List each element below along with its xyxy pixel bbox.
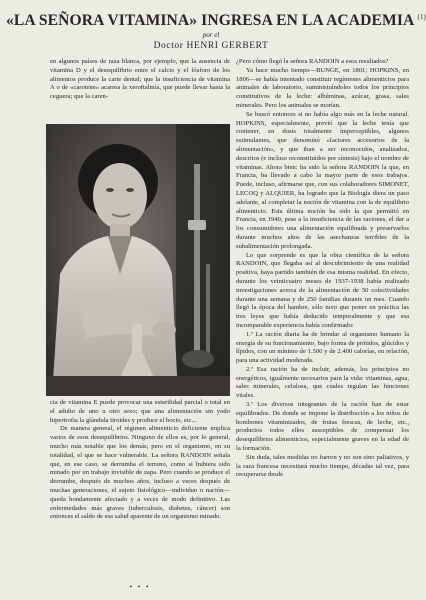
author-name: Doctor HENRI GERBERT	[153, 41, 269, 51]
paragraph: Lo que sorprende es que la obra científica de la señora RANDOIN, que llegaba así al descubrimiento de una realidad positiva, haya partido también de esa misma realidad. En efecto, durante los veinticuatro meses de 1937-1938 había realizado investigaciones acerca de la alimentación de 50 colectividades durante una semana y de 250 familias durante un mes. Cuando llegó la época del hambre, sólo tuvo que poner en práctica las tres leyes que había deducido temporalmente y que esa incomparable experiencia había confirmado:	[236, 251, 409, 329]
paragraph: ¿Pero cómo llegó la señora RANDOIN a esos resultados?	[236, 58, 389, 65]
list-item-3: 3.ª Los diversos integrantes de la ración han de estar equilibrados. De donde se impone la distribución a los niños de bombones vitaminizados, de frutas frescas, de leche, etc., productos todos ellos susceptibles de compensar los desequilibrios alimenticios, especialmente graves en la edad de la formación.	[236, 401, 409, 453]
headline-text: «LA SEÑORA VITAMINA» INGRESA EN LA ACADEMIA	[6, 12, 414, 30]
list-item-1: 1.ª La ración diaria ha de brindar al organismo humano la energía de su funcionamiento, bajo forma de prótidos, glúcidos y lípidos, con un mínimo de 1.500 y de 2.400 calorías, en relación, para una actividad moderada.	[236, 330, 409, 365]
right-column	[236, 58, 409, 598]
footnote-marker: (1)	[417, 13, 426, 21]
paragraph: Se buscó entonces si no había algo más en la leche natural. HOPKINS, especialmente, previó que la leche tenía que contener, en dosis totalmente imperceptibles, algunos estimulantes, que denominó «factores accesorios de la alimentación», y que iban a ser reconocidos, analizados, descritos (e incluso reconstituidos por síntesis) bajo el nombre de vitaminas. Ahora bien: ha sido la señora RANDOIN la que, en Francia, ha llevado a cabo la mayor parte de esos trabajos. Puede, incluso, afirmarse que, con sus colaboradores SIMONET, LECOQ y ALQUIER, ha logrado que la Biología diera un paso adelante, al completar la noción de vitamina con la de equilibrio alimenticio. Esta última noción ha sido la que permitió en Francia, en 1940, pese a la insuficiencia de las raciones, el dar a los consumidores una alimentación equilibrada y preservarlos durante muchos años de las asechanzas terribles de la subalimentación prolongada.	[236, 110, 409, 250]
left-column-bottom	[50, 399, 230, 579]
list-item-2: 2.ª Esa ración ha de incluir, además, los principios no energéticos, igualmente necesarios para la vida: vitaminas, agua, sales minerales, celulosa, que cuales regulan las funciones vitales.	[236, 365, 409, 400]
section-divider: • • •	[129, 583, 151, 591]
portrait-image	[46, 124, 230, 396]
paragraph: cia de vitamina E puede provocar una esterilidad parcial o total en el adulto de uno u otro sexo; que una alimentación sin yodo hipertrofia la glándula tiroides y produce el bocio, etc...	[50, 399, 230, 424]
portrait-photo	[46, 124, 230, 396]
headline	[6, 8, 426, 30]
paragraph: en algunos países de raza blanca, por ejemplo, que la ausencia de vitamina D y el desequilibrio entre el calcio y el fósforo de los alimentos produce la carie dental; que la insuficiencia de vitamina A o de «carotene» acarrea la xeroftalmía, que puede llevar hasta la ceguera; que la caren-	[50, 58, 230, 101]
paragraph: Ya hace mucho tiempo—BUNGE, en 1801; HOPKINS, en 1806—se había intentado constituir regímenes alimenticios para animales de laboratorio, suministrándoles todos los principios constitutivos de la leche: albúminas, azúcar, grasa, sales minerales. Pero los animales se morían.	[236, 66, 409, 109]
paragraph: Sin duda, tales medidas no fueron y no son sino paliativos, y la raza francesa necesitará mucho tiempo, décadas tal vez, para recuperarse desde	[236, 453, 409, 479]
byline-prefix: por el	[202, 31, 220, 39]
left-column-top	[50, 58, 230, 118]
paragraph: De manera general, el régimen alimenticio deficiente implica varios de esos desequilibrios. Ninguno de ellos es, por lo general, mucho más notable que los demás; pero en el organismo, en su totalidad, el que se hace vulnerable. La señora RANDOIN señala que, en ese caso, se derrumba el terreno, como si hubiera sido minado por un trabajo invisible de zapa. Pero cuando se produce el derrumbe, después de muchos años, incluso a veces después de muchas generaciones, el sujeto fisiológico—individuo o nación—queda hondamente afectado y a veces de modo definitivo. Las enfermedades más graves (tuberculosis, diabetes, cáncer) son entonces el saldo de esa salud aparente de un organismo minado.	[50, 425, 230, 521]
